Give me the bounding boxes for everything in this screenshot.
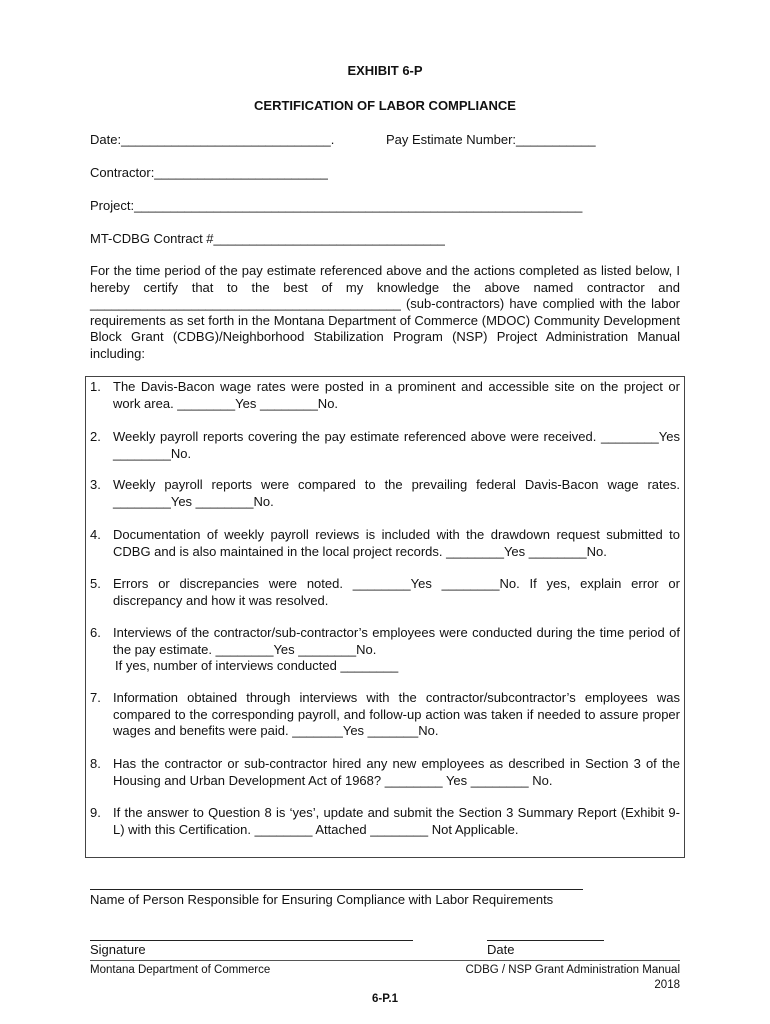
item-text: Errors or discrepancies were noted. ________Yes ________No. If yes, explain error or discrepancy and how it was resolved. — [113, 576, 680, 608]
signature-label: Signature — [90, 942, 146, 957]
item-text: Has the contractor or sub-contractor hired any new employees as described in Section 3 of the Housing and Urban Development Act of 1968? ________ Yes ________ No. — [113, 756, 680, 788]
item-text: The Davis-Bacon wage rates were posted in a prominent and accessible site on the project or work area. ________Yes ________No. — [113, 379, 680, 411]
date-signature-line[interactable] — [487, 940, 604, 941]
checklist-item-7 — [90, 690, 680, 740]
document-title: CERTIFICATION OF LABOR COMPLIANCE — [254, 98, 516, 113]
item-text: Information obtained through interviews with the contractor/subcontractor’s employees was compared to the corresponding payroll, and follow-up action was taken if needed to assure proper wages and benefits were paid. _______Yes _______No. — [113, 690, 680, 738]
item-number: 6. — [90, 625, 101, 640]
item-number: 8. — [90, 756, 101, 771]
item-text: Documentation of weekly payroll reviews is included with the drawdown request submitted to CDBG and is also maintained in the local project records. ________Yes ________No. — [113, 527, 680, 559]
intro-paragraph: For the time period of the pay estimate referenced above and the actions completed as listed below, I hereby certify that to the best of my knowledge the above named contractor and ___________________________________________ (sub-contractors) have complied with the labor requirements as set forth in the Montana Department of Commerce (MDOC) Community Development Block Grant (CDBG)/Neighborhood Stabilization Program (NSP) Project Administration Manual including: — [90, 263, 680, 361]
name-signature-line[interactable] — [90, 889, 583, 890]
checklist-item-4 — [90, 527, 680, 560]
item-extra-text: If yes, number of interviews conducted ________ — [115, 658, 399, 673]
project-field[interactable]: Project:______________________________________________________________ — [90, 198, 583, 213]
contract-number-field[interactable]: MT-CDBG Contract #________________________________ — [90, 231, 445, 246]
item-number: 3. — [90, 477, 101, 492]
contractor-field[interactable]: Contractor:________________________ — [90, 165, 328, 180]
page-number: 6-P.1 — [371, 993, 398, 1005]
item-number: 4. — [90, 527, 101, 542]
checklist-item-2 — [90, 429, 680, 462]
name-label: Name of Person Responsible for Ensuring Compliance with Labor Requirements — [90, 892, 554, 907]
footer-divider — [90, 960, 680, 961]
footer-year: 2018 — [654, 979, 680, 991]
date-field[interactable]: Date:_____________________________. — [90, 132, 335, 147]
checklist-item-6 — [90, 625, 680, 675]
item-text: If the answer to Question 8 is ‘yes’, update and submit the Section 3 Summary Report (Exhibit 9-L) with this Certification. ________ Attached ________ Not Applicable. — [113, 805, 680, 837]
item-number: 5. — [90, 576, 101, 591]
item-number: 2. — [90, 429, 101, 444]
item-number: 1. — [90, 379, 101, 394]
item-text: Weekly payroll reports covering the pay estimate referenced above were received. ________Yes ________No. — [113, 429, 680, 461]
item-number: 7. — [90, 690, 101, 705]
checklist-item-1 — [90, 379, 680, 412]
checklist-item-5 — [90, 576, 680, 609]
checklist-item-9 — [90, 805, 680, 838]
signature-line[interactable] — [90, 940, 413, 941]
item-text: Interviews of the contractor/sub-contractor’s employees were conducted during the time period of the pay estimate. ________Yes ________No. — [113, 625, 680, 657]
item-number: 9. — [90, 805, 101, 820]
footer-left: Montana Department of Commerce — [90, 964, 271, 976]
pay-estimate-field[interactable]: Pay Estimate Number:___________ — [386, 132, 596, 147]
date-label: Date — [487, 942, 515, 957]
exhibit-title: EXHIBIT 6-P — [347, 63, 423, 78]
checklist-item-8 — [90, 756, 680, 789]
item-text: Weekly payroll reports were compared to the prevailing federal Davis-Bacon wage rates. ________Yes ________No. — [113, 477, 680, 509]
checklist-item-3 — [90, 477, 680, 510]
footer-right: CDBG / NSP Grant Administration Manual — [465, 964, 680, 976]
